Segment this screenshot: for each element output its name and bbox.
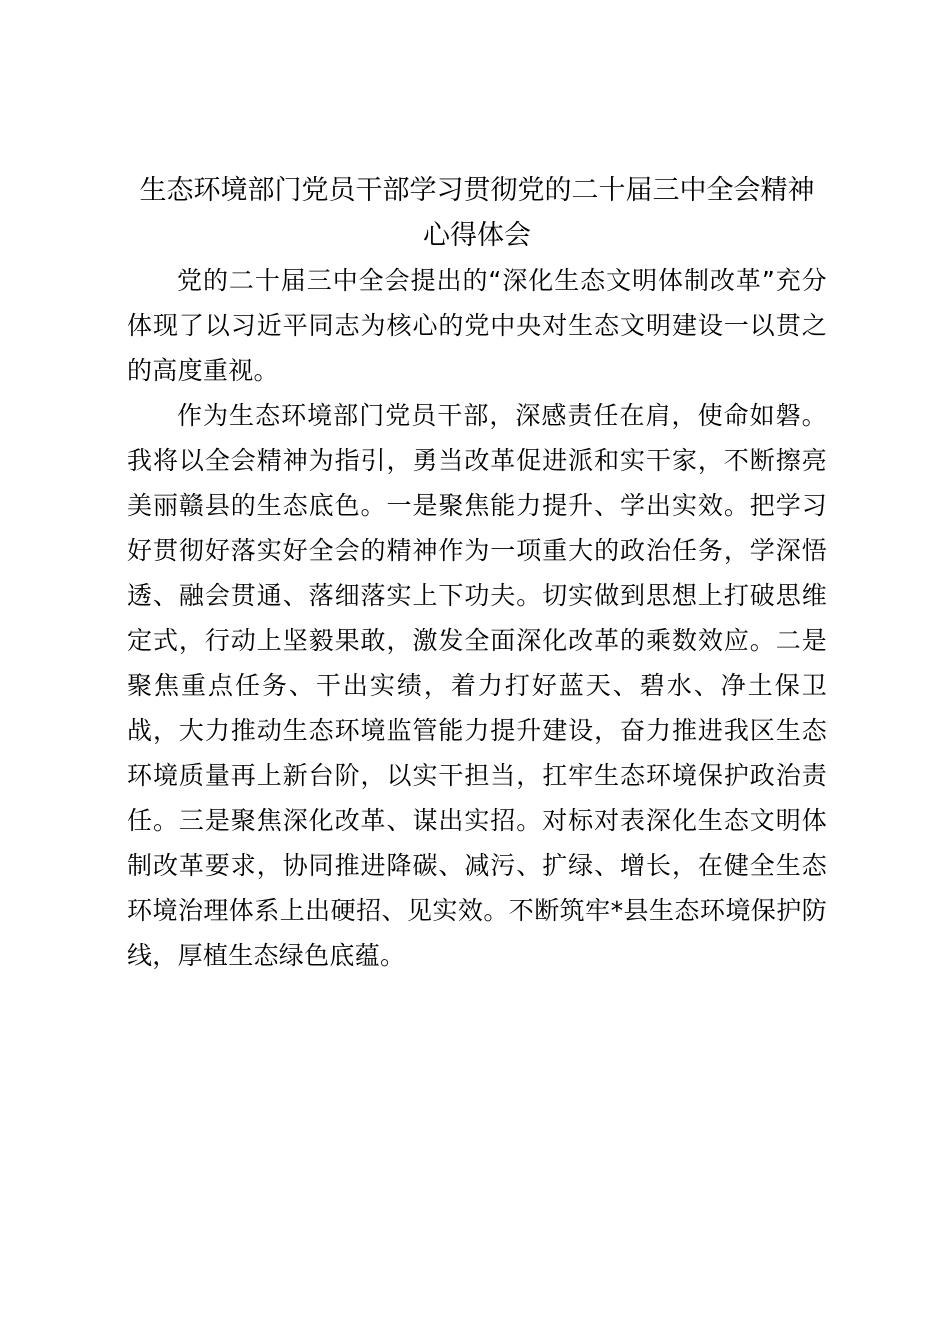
paragraph-body: 作为生态环境部门党员干部，深感责任在肩，使命如磐。我将以全会精神为指引，勇当改革促进派和实干家，不断擦亮美丽赣县的生态底色。一是聚焦能力提升、学出实效。把学习好贯彻好落实好全会的精神作为一项重大的政治任务，学深悟透、融会贯通、落细落实上下功夫。切实做到思想上打破思维定式，行动上坚毅果敢，激发全面深化改革的乘数效应。二是聚焦重点任务、干出实绩，着力打好蓝天、碧水、净土保卫战，大力推动生态环境监管能力提升建设，奋力推进我区生态环境质量再上新台阶，以实干担当，扛牢生态环境保护政治责任。三是聚焦深化改革、谋出实招。对标对表深化生态文明体制改革要求，协同推进降碳、减污、扩绿、增长，在健全生态环境治理体系上出硬招、见实效。不断筑牢*县生态环境保护防线，厚植生态绿色底蕴。 [127,401,827,970]
paragraph-intro: 党的二十届三中全会提出的“深化生态文明体制改革”充分体现了以习近平同志为核心的党中央对生态文明建设一以贯之的高度重视。 [127,266,827,385]
document-page [127,168,827,978]
document-title: 生态环境部门党员干部学习贯彻党的二十届三中全会精神心得体会 [139,175,815,251]
